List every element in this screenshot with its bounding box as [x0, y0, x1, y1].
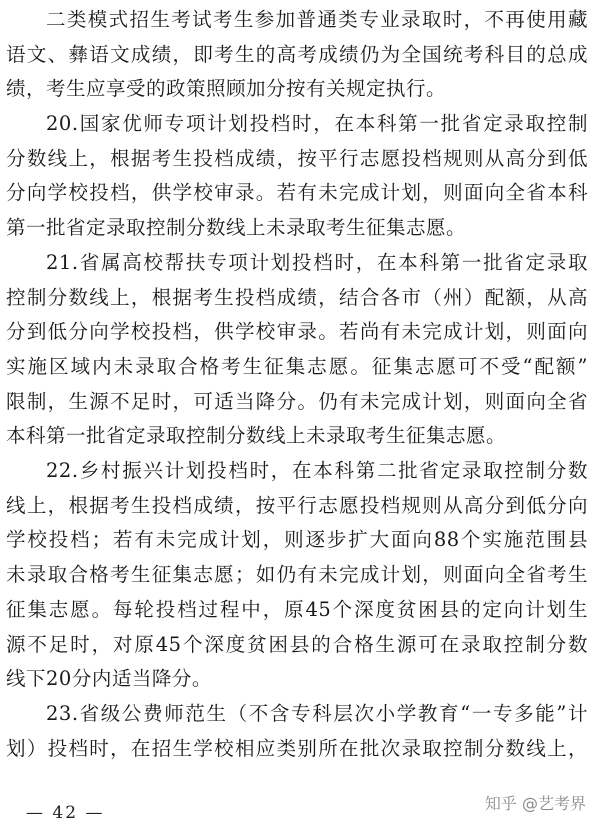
text-line: 语文、彝语文成绩，即考生的高考成绩仍为全国统考科目的总成 [6, 43, 588, 66]
text-line: 限制，生源不足时，可适当降分。仍有未完成计划，则面向全省 [6, 390, 588, 413]
text-line: 源不足时，对原45个深度贫困县的合格生源可在录取控制分数 [6, 633, 588, 656]
text-line: 线下20分内适当降分。 [6, 667, 212, 690]
text-line: 二类模式招生考试考生参加普通类专业录取时，不再使用藏 [46, 8, 588, 31]
text-line: 分数线上，根据考生投档成绩，按平行志愿投档规则从高分到低 [6, 147, 588, 170]
text-line: 控制分数线上，根据考生投档成绩，结合各市（州）配额，从高 [6, 286, 588, 309]
text-line: 23.省级公费师范生（不含专科层次小学教育“一专多能”计 [46, 702, 588, 725]
text-line: 22.乡村振兴计划投档时，在本科第二批省定录取控制分数 [46, 459, 588, 482]
text-line: 学校投档；若有未完成计划，则逐步扩大面向88个实施范围县 [6, 528, 588, 551]
text-line: 分到低分向学校投档，供学校审录。若尚有未完成计划，则面向 [6, 320, 588, 343]
text-line: 20.国家优师专项计划投档时，在本科第一批省定录取控制 [46, 112, 588, 135]
text-line: 未录取合格考生征集志愿；如仍有未完成计划，则面向全省考生 [6, 563, 588, 586]
text-line: 线上，根据考生投档成绩，按平行志愿投档规则从高分到低分向 [6, 494, 588, 517]
page-number: — 42 — [26, 803, 105, 823]
text-line: 划）投档时，在招生学校相应类别所在批次录取控制分数线上， [6, 737, 588, 760]
watermark: 知乎 @艺考界 [484, 794, 586, 813]
text-line: 第一批省定录取控制分数线上未录取考生征集志愿。 [6, 216, 467, 239]
text-line: 分向学校投档，供学校审录。若有未完成计划，则面向全省本科 [6, 181, 588, 204]
text-line: 征集志愿。每轮投档过程中，原45个深度贫困县的定向计划生 [6, 598, 588, 621]
text-line: 21.省属高校帮扶专项计划投档时，在本科第一批省定录取 [46, 251, 588, 274]
text-line: 绩，考生应享受的政策照顾加分按有关规定执行。 [6, 77, 447, 100]
text-line: 实施区域内未录取合格考生征集志愿。征集志愿可不受“配额” [6, 355, 588, 378]
text-line: 本科第一批省定录取控制分数线上未录取考生征集志愿。 [6, 424, 507, 447]
